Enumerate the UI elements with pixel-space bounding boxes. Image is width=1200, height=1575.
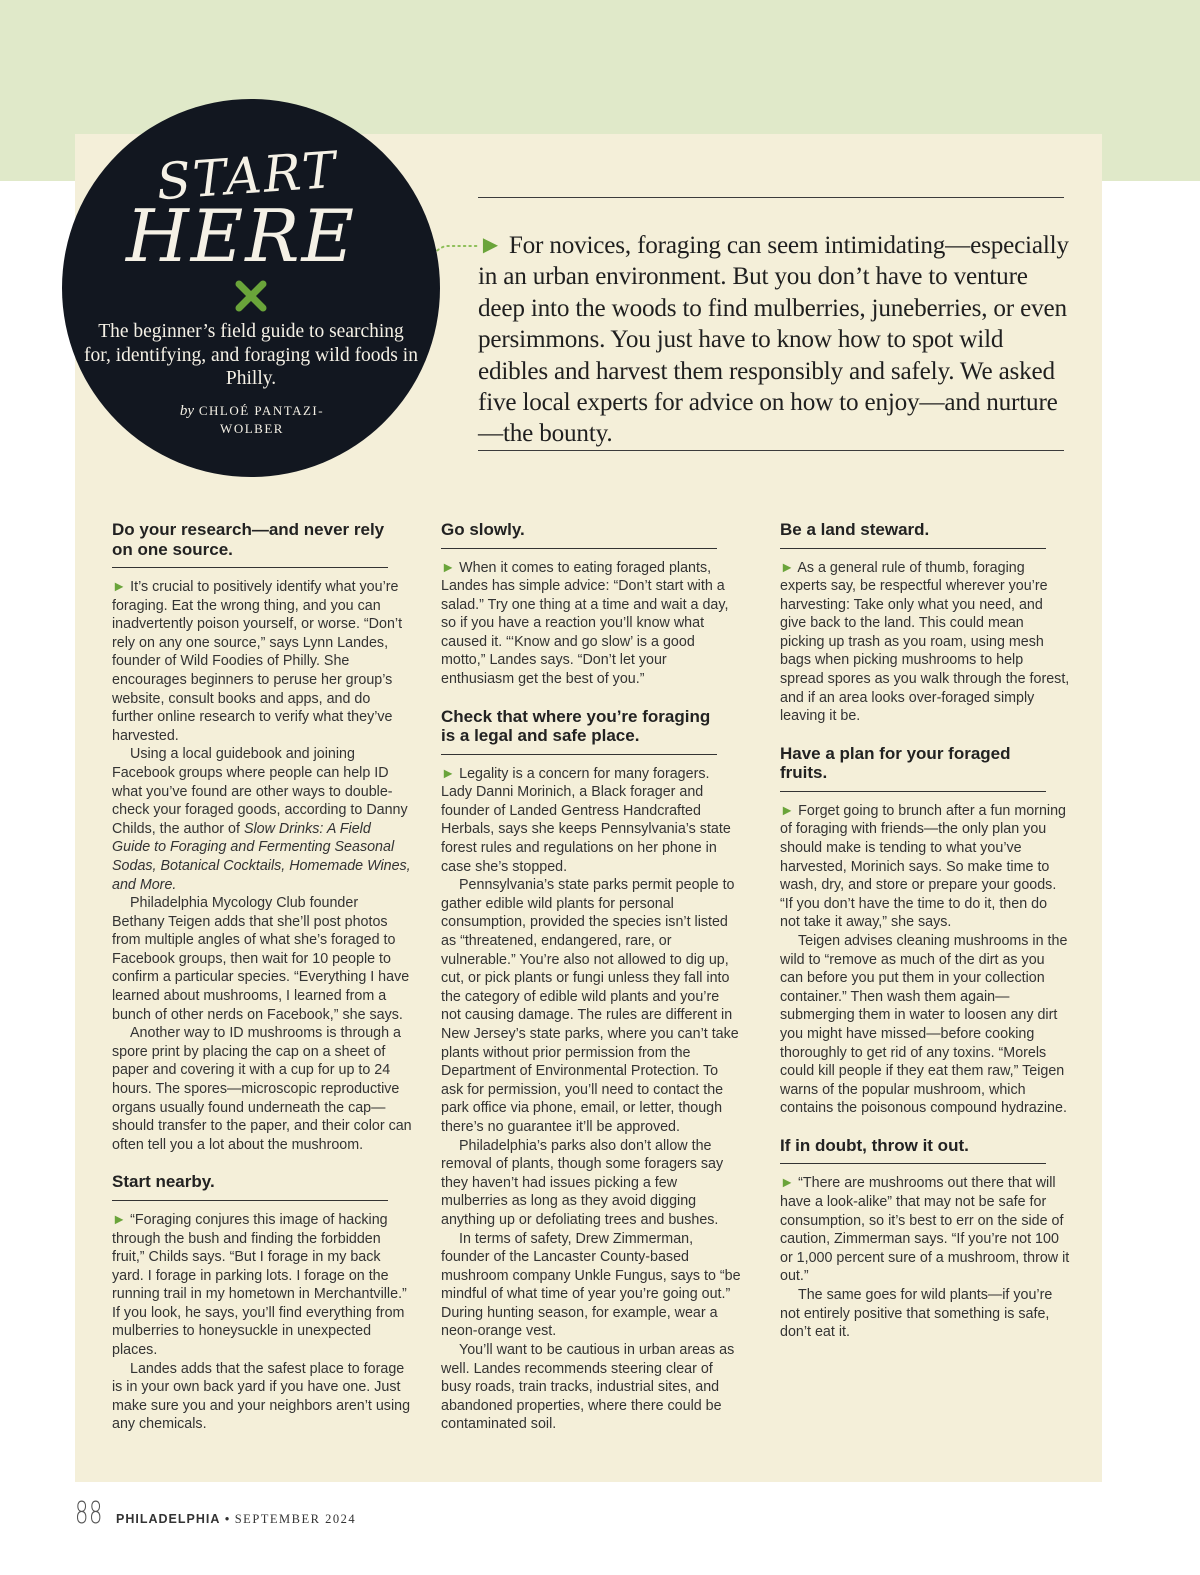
section-heading: Check that where you’re foraging is a legal and safe place. — [441, 707, 717, 755]
intro-paragraph — [478, 230, 1078, 450]
triangle-marker-icon: ► — [780, 802, 795, 819]
paragraph: Philadelphia Mycology Club founder Bethany Teigen adds that she’ll post photos from multiple angles of what she’s foraged to Facebook groups, then wait for 10 people to confirm a particular species. “Everything I have learned about mushrooms, I learned from a bunch of other nerds on Facebook,” she says. — [112, 895, 410, 1023]
paragraph: Philadelphia’s parks also don’t allow the removal of plants, though some foragers say they haven’t had issues picking a few mulberries as long as they avoid digging anything up or defoliating trees and bushes. — [441, 1137, 724, 1228]
column-1 — [112, 520, 412, 1434]
paragraph: You’ll want to be cautious in urban areas as well. Landes recommends steering clear of busy roads, train tracks, industrial sites, and abandoned properties, where there could be contaminated soil. — [441, 1342, 735, 1433]
triangle-marker-icon: ► — [112, 1211, 127, 1228]
book-title: Slow Drinks: A Field Guide to Foraging and Fermenting Seasonal Sodas, Botanical Cocktails, Homemade Wines, and More. — [112, 820, 411, 893]
triangle-marker-icon: ► — [780, 1175, 795, 1192]
magazine-name: PHILADELPHIA — [116, 1512, 221, 1526]
intro-bottom-rule — [478, 450, 1064, 451]
triangle-marker-icon: ► — [478, 232, 503, 259]
triangle-marker-icon: ► — [441, 765, 456, 782]
paragraph: ► “Foraging conjures this image of hacking through the bush and finding the forbidden fruit,” Childs says. “But I forage in my back yard. I forage in parking lots. I forage on the running trail in my hometown in Merchantville.” If you look, he says, you’ll find everything from mulberries to honeysuckle in unexpected places. — [112, 1211, 407, 1359]
paragraph: Using a local guidebook and joining Facebook groups where people can help ID what you’ve found are other ways to double-check your foraged goods, according to Danny Childs, the author of Slow Drinks: A Field Guide to Foraging and Fermenting Seasonal Sodas, Botanical Cocktails, Homemade Wines, and More. — [112, 746, 411, 893]
paragraph: Another way to ID mushrooms is through a spore print by placing the cap on a sheet of paper and covering it with a cup for up to 24 hours. The spores—microscopic reproductive organs usually found underneath the cap—should transfer to the paper, and their color can often tell you a lot about the mushroom. — [112, 1025, 412, 1153]
column-2 — [441, 520, 741, 1434]
deck: The beginner’s field guide to searching for, identifying, and foraging wild foods in Philly. — [84, 321, 418, 389]
folio — [116, 1512, 356, 1527]
issue-date: SEPTEMBER 2024 — [234, 1512, 357, 1526]
paragraph: ► When it comes to eating foraged plants, Landes has simple advice: “Don’t start with a salad.” Try one thing at a time and wait a day, so if you have a reaction you’ll know what caused it. “‘Know and go slow’ is a good motto,” Landes says. “Don’t let your enthusiasm get the best of you.” — [441, 559, 729, 688]
title-here: HERE — [125, 194, 357, 278]
paragraph: ► As a general rule of thumb, foraging experts say, be respectful wherever you’re harvesting: Take only what you need, and give back to the land. This could mean picking up trash as you roam, using mesh bags when picking mushrooms to help spread spores as you walk through the forest, and if an area looks over-foraged simply leaving it be. — [780, 559, 1070, 725]
section-heading: If in doubt, throw it out. — [780, 1136, 1046, 1165]
section-heading: Be a land steward. — [780, 520, 1046, 549]
byline-prefix: by — [179, 403, 195, 419]
section-heading: Go slowly. — [441, 520, 717, 549]
title-badge — [62, 99, 440, 477]
byline-name: CHLOÉ PANTAZI-WOLBER — [198, 403, 325, 436]
triangle-marker-icon: ► — [441, 559, 456, 576]
x-mark-icon — [234, 279, 268, 313]
page-number: 88 — [75, 1496, 104, 1531]
paragraph: The same goes for wild plants—if you’re not entirely positive that something is safe, don’t eat it. — [780, 1287, 1053, 1341]
intro-top-rule — [478, 197, 1064, 198]
paragraph: ► Forget going to brunch after a fun morning of foraging with friends—the only plan you should make is tending to what you’ve harvested, Morinich says. So make time to wash, dry, and store or prepare your goods. “If you don’t have the time to do it, then do not take it away,” she says. — [780, 802, 1066, 931]
folio-separator: • — [224, 1512, 231, 1526]
paragraph: Landes adds that the safest place to forage is in your own back yard if you have one. Just make sure you and your neighbors aren’t using any chemicals. — [112, 1360, 411, 1433]
paragraph: In terms of safety, Drew Zimmerman, founder of the Lancaster County-based mushroom company Unkle Fungus, says to “be mindful of what time of year you’re going out.” During hunting season, for example, wear a neon-orange vest. — [441, 1230, 741, 1340]
column-3 — [780, 520, 1070, 1342]
paragraph: Pennsylvania’s state parks permit people to gather edible wild plants for personal consumption, provided the species isn’t listed as “threatened, endangered, rare, or vulnerable.” You’re also not allowed to dig up, cut, or pick plants or fungi unless they fall into the category of edible wild plants and you’re not causing damage. The rules are different in New Jersey’s state parks, where you can’t take plants without prior permission from the Department of Environmental Protection. To ask for permission, you’ll need to contact the park office via phone, email, or letter, though there’s no guarantee it’ll be approved. — [441, 877, 739, 1135]
paragraph: ► It’s crucial to positively identify what you’re foraging. Eat the wrong thing, and you can inadvertently poison yourself, or worse. “Don’t rely on any one source,” says Lynn Landes, founder of Wild Foodies of Philly. She encourages beginners to peruse her group’s website, consult books and apps, and do further online research to verify what they’ve harvested. — [112, 579, 403, 744]
paragraph: ► Legality is a concern for many foragers. Lady Danni Morinich, a Black forager and founder of Landed Gentress Handcrafted Herbals, says she keeps Pennsylvania’s state forest rules and regulations on her phone in case she’s stopped. — [441, 765, 731, 875]
paragraph: Teigen advises cleaning mushrooms in the wild to “remove as much of the dirt as you can before you put them in your collection container.” Then wash them again—submerging them in water to loosen any dirt you might have missed—before cooking thoroughly to get rid of any toxins. “Morels could kill people if they eat them raw,” Teigen warns of the popular mushroom, which contains the poisonous compound hydrazine. — [780, 933, 1068, 1117]
intro-text: For novices, foraging can seem intimidating—especially in an urban environment. But you don’t have to venture deep into the woods to find mulberries, juneberries, or even persimmons. You just have to know how to spot wild edibles and harvest them responsibly and safely. We asked five local experts for advice on how to enjoy—and nurture—the bounty. — [478, 232, 1069, 448]
section-heading: Start nearby. — [112, 1172, 388, 1201]
triangle-marker-icon: ► — [780, 559, 795, 576]
paragraph: ► “There are mushrooms out there that will have a look-alike” that may not be safe for consumption, so it’s best to err on the side of caution, Zimmerman says. “If you’re not 100 or 1,000 percent sure of a mushroom, throw it out.” — [780, 1175, 1070, 1285]
triangle-marker-icon: ► — [112, 579, 127, 595]
title-start: START — [154, 140, 340, 212]
section-heading: Do your research—and never rely on one source. — [112, 520, 388, 568]
byline — [162, 402, 342, 438]
section-heading: Have a plan for your foraged fruits. — [780, 744, 1046, 792]
